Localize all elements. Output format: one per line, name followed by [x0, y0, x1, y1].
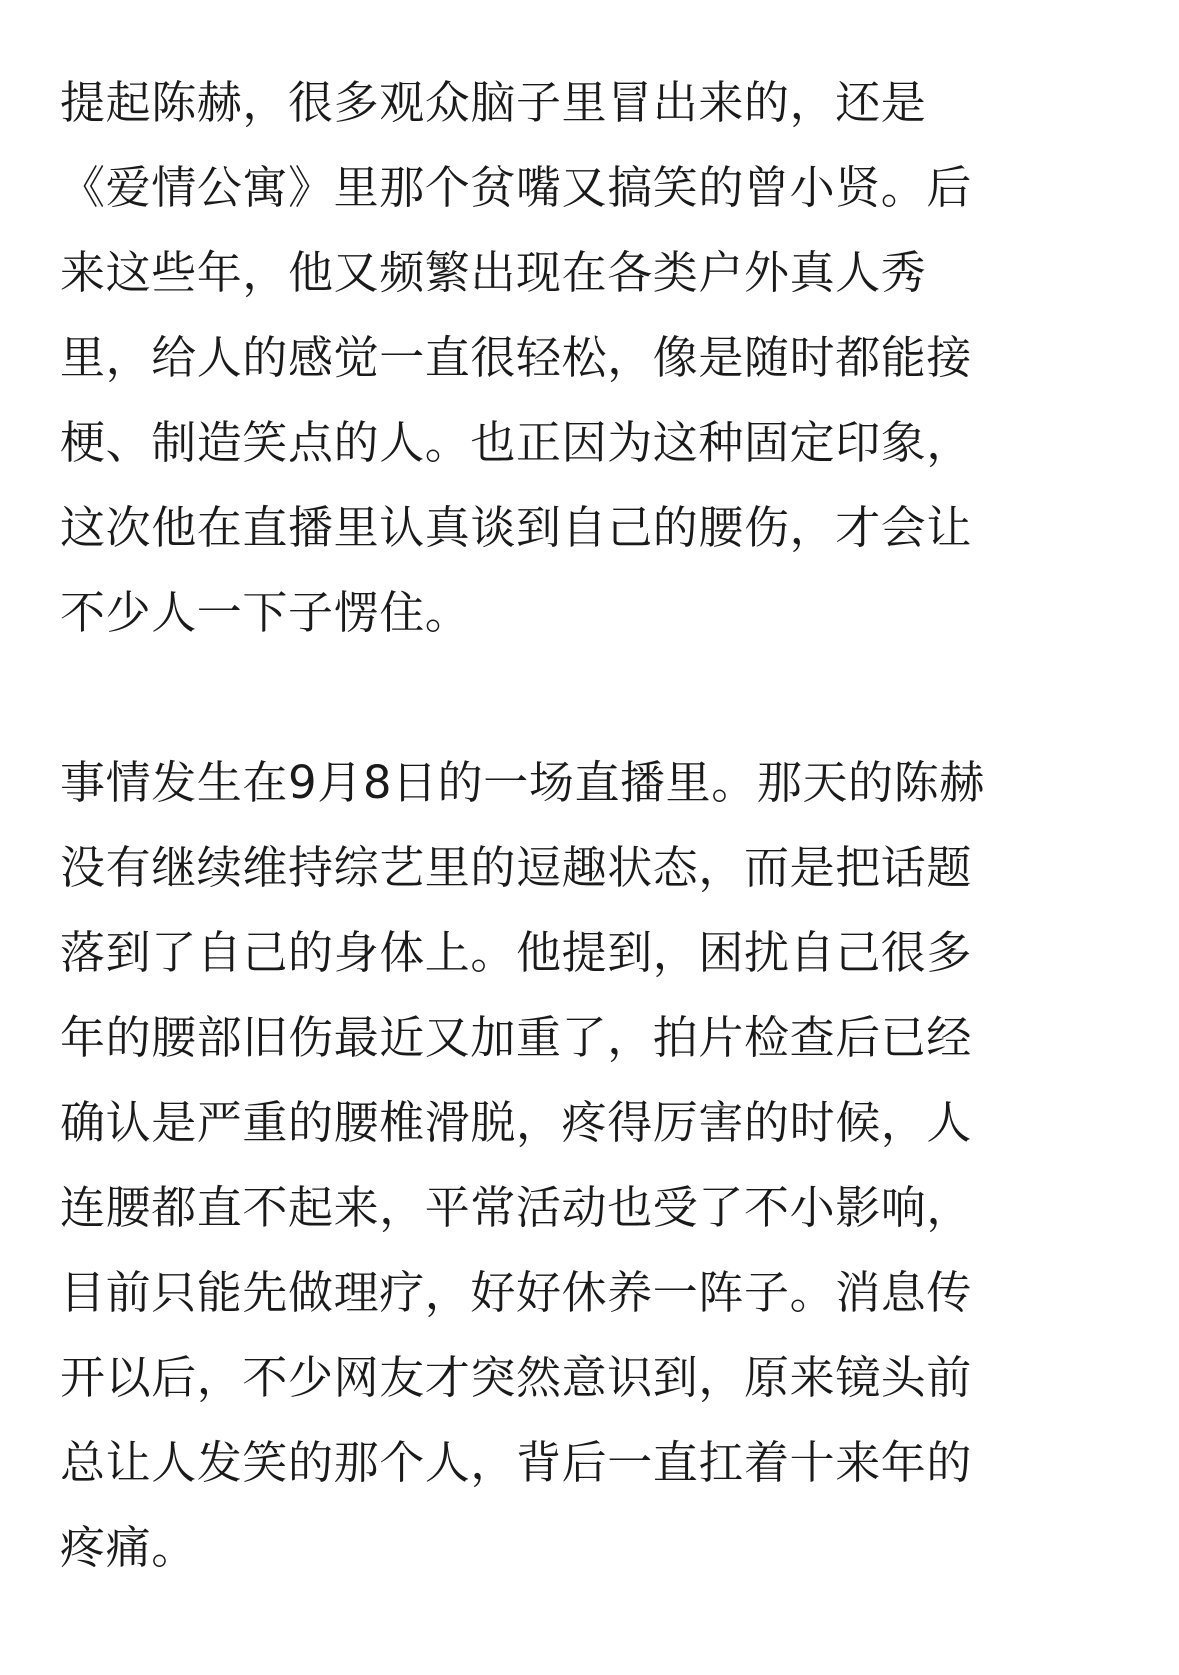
text-line: 年的腰部旧伤最近又加重了，拍片检查后已经 — [60, 1011, 973, 1064]
text-line: 来这些年，他又频繁出现在各类户外真人秀 — [60, 246, 927, 299]
text-line: 连腰都直不起来，平常活动也受了不小影响， — [60, 1181, 973, 1234]
text-line: 落到了自己的身体上。他提到，困扰自己很多 — [60, 926, 973, 979]
text-line: 这次他在直播里认真谈到自己的腰伤，才会让 — [60, 501, 973, 554]
text-line: 里，给人的感觉一直很轻松，像是随时都能接 — [60, 331, 973, 384]
text-line: 事情发生在9月8日的一场直播里。那天的陈赫 — [60, 756, 985, 809]
text-line: 不少人一下子愣住。 — [60, 586, 471, 639]
text-line: 开以后，不少网友才突然意识到，原来镜头前 — [60, 1351, 973, 1404]
text-line: 疼痛。 — [60, 1521, 197, 1574]
text-line: 没有继续维持综艺里的逗趣状态，而是把话题 — [60, 841, 973, 894]
text-line: 《爱情公寓》里那个贫嘴又搞笑的曾小贤。后 — [60, 161, 973, 214]
article-body — [60, 60, 1085, 1675]
text-line: 目前只能先做理疗，好好休养一阵子。消息传 — [60, 1266, 973, 1319]
text-line: 梗、制造笑点的人。也正因为这种固定印象， — [60, 416, 973, 469]
text-line: 总让人发笑的那个人，背后一直扛着十来年的 — [60, 1436, 973, 1489]
paragraph-spacer — [60, 655, 1085, 740]
paragraph-2 — [60, 740, 1085, 1675]
paragraph-1 — [60, 60, 1085, 655]
text-line: 确认是严重的腰椎滑脱，疼得厉害的时候，人 — [60, 1096, 973, 1149]
text-line — [60, 1590, 1085, 1675]
text-line: 提起陈赫，很多观众脑子里冒出来的，还是 — [60, 76, 927, 129]
